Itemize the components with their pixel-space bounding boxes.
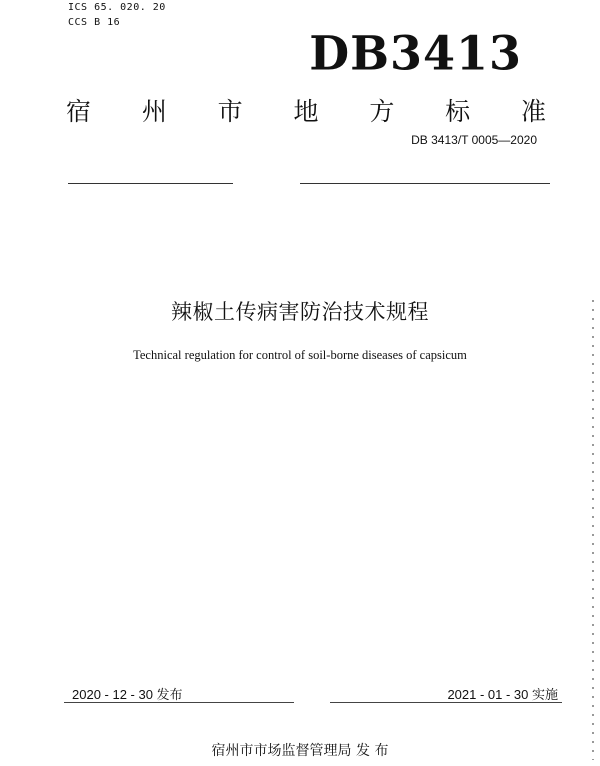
publisher: 宿州市市场监督管理局 发 布 [211, 743, 389, 759]
header-divider-left [68, 183, 233, 184]
standard-type-char: 方 [369, 97, 395, 126]
standard-code: DB 3413/T 0005—2020 [411, 133, 537, 147]
standard-type-char: 市 [217, 97, 243, 126]
footer-divider-right [330, 702, 562, 703]
document-title-en: Technical regulation for control of soil-borne diseases of capsicum [133, 348, 467, 362]
standard-type [66, 92, 546, 128]
standard-type-char: 地 [293, 97, 319, 126]
footer-divider-left [64, 702, 294, 703]
header-divider-right [300, 183, 550, 184]
db-logo: DB3413 [309, 25, 522, 81]
standard-type-char: 州 [141, 97, 167, 126]
scan-edge-mark [592, 300, 594, 760]
ccs-code: CCS B 16 [68, 17, 121, 28]
issue-date: 2020 - 12 - 30 发布 [72, 687, 183, 702]
ics-code: ICS 65. 020. 20 [68, 2, 166, 13]
standard-type-char: 宿 [66, 97, 92, 126]
implement-date: 2021 - 01 - 30 实施 [447, 687, 558, 702]
standard-type-char: 标 [445, 97, 471, 126]
standard-type-char: 准 [520, 97, 546, 126]
document-title-zh: 辣椒土传病害防治技术规程 [171, 300, 429, 324]
